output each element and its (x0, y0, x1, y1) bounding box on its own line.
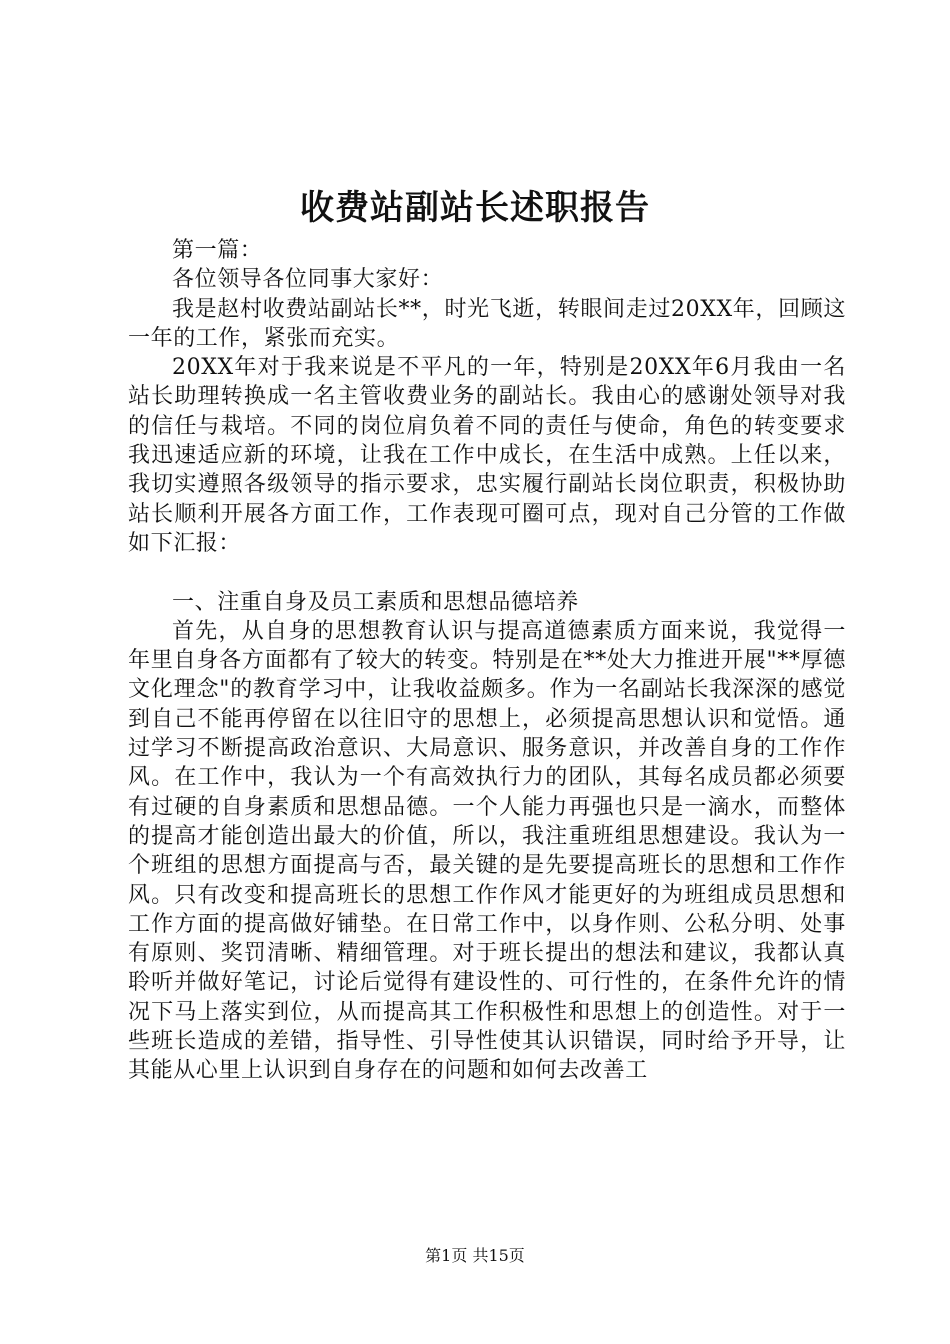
section-label: 第一篇： (172, 238, 263, 263)
body-paragraph: 我是赵村收费站副站长**，时光飞逝，转眼间走过20XX年，回顾这一年的工作，紧张而充实。 (128, 296, 846, 351)
section-heading: 一、注重自身及员工素质和思想品德培养 (172, 589, 579, 615)
salutation: 各位领导各位同事大家好： (172, 267, 444, 293)
document-body (128, 236, 846, 1086)
body-paragraph: 首先，从自身的思想教育认识与提高道德素质方面来说，我觉得一年里自身各方面都有了较大的转变。特别是在**处大力推进开展"**厚德文化理念"的教育学习中，让我收益颇多。作为一名副站长我深深的感觉到自己不能再停留在以往旧守的思想上，必须提高思想认识和觉悟。通过学习不断提高政治意识、大局意识、服务意识，并改善自身的工作作风。在工作中，我认为一个有高效执行力的团队，其每名成员都必须要有过硬的自身素质和思想品德。一个人能力再强也只是一滴水，而整体的提高才能创造出最大的价值，所以，我注重班组思想建设。我认为一个班组的思想方面提高与否，最关键的是先要提高班长的思想和工作作风。只有改变和提高班长的思想工作作风才能更好的为班组成员思想和工作方面的提高做好铺垫。在日常工作中，以身作则、公私分明、处事有原则、奖罚清晰、精细管理。对于班长提出的想法和建议，我都认真聆听并做好笔记，讨论后觉得有建设性的、可行性的，在条件允许的情况下马上落实到位，从而提高其工作积极性和思想上的创造性。对于一些班长造成的差错，指导性、引导性使其认识错误，同时给予开导，让其能从心里上认识到自身存在的问题和如何去改善工 (128, 618, 846, 1084)
page-number: 第1页 共15页 (425, 1246, 525, 1265)
body-paragraph: 20XX年对于我来说是不平凡的一年，特别是20XX年6月我由一名站长助理转换成一名主管收费业务的副站长。我由心的感谢处领导对我的信任与栽培。不同的岗位肩负着不同的责任与使命，角色的转变要求我迅速适应新的环境，让我在工作中成长，在生活中成熟。上任以来，我切实遵照各级领导的指示要求，忠实履行副站长岗位职责，积极协助站长顺利开展各方面工作，工作表现可圈可点，现对自己分管的工作做如下汇报： (128, 355, 846, 556)
paragraph-spacer (128, 558, 846, 587)
document-title: 收费站副站长述职报告 (300, 188, 650, 228)
